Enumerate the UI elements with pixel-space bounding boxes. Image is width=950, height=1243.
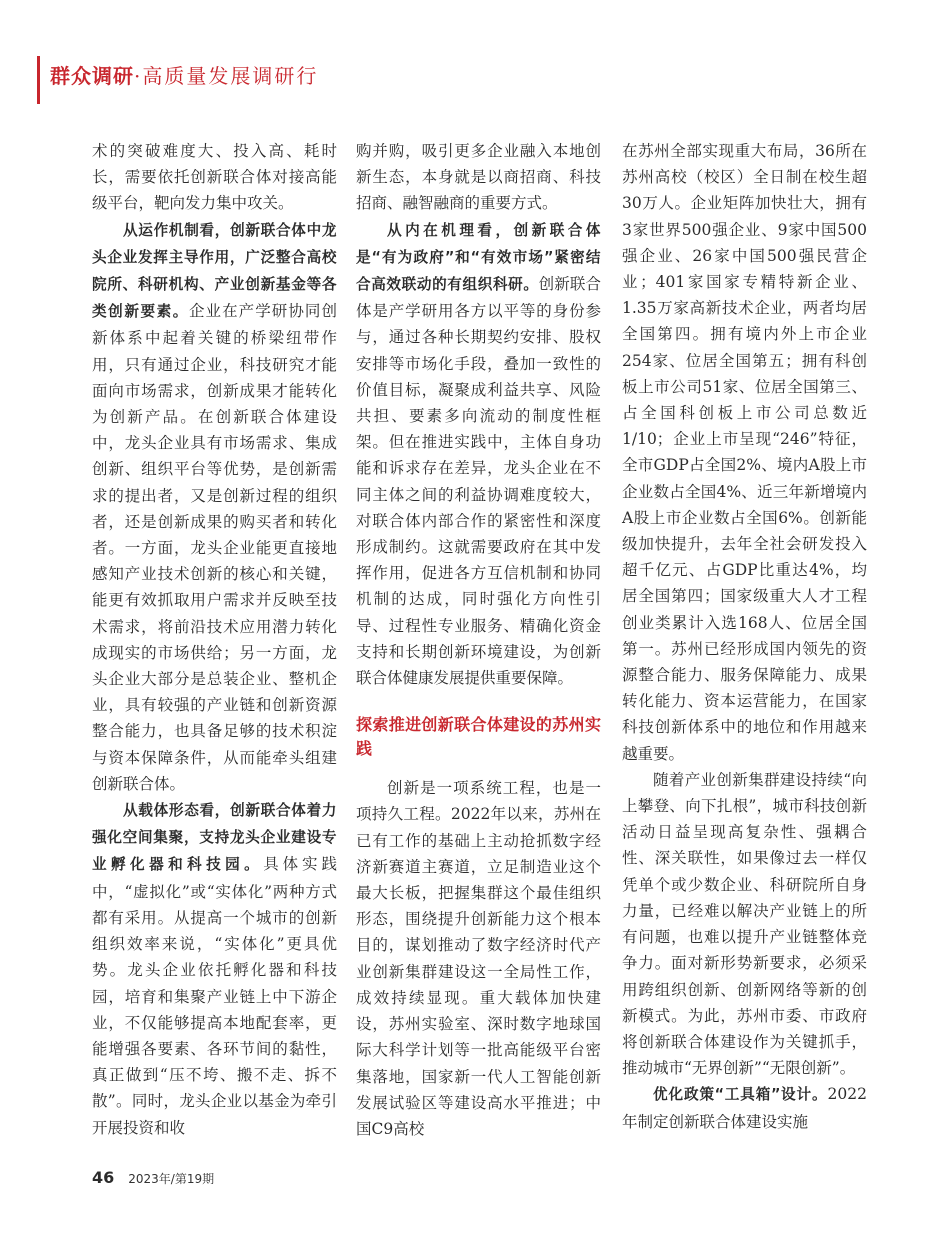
paragraph-lead: 从载体形态看，创新联合体着力强化空间集聚，支持龙头企业建设专业孵化器和科技园。 bbox=[92, 802, 337, 874]
running-header bbox=[50, 62, 318, 90]
column-brand: 群众调研 bbox=[50, 64, 134, 88]
paragraph: 在苏州全部实现重大布局，36所在苏州高校（校区）全日制在校生超30万人。企业矩阵加快壮大，拥有3家世界500强企业、9家中国500强企业、26家中国500强民营企业；401家国家专精特新企业、1.35万家高新技术企业，两者均居全国第四。拥有境内外上市企业254家、位居全国第五；拥有科创板上市公司51家、位居全国第三、占全国科创板上市公司总数近1/10；企业上市呈现“246”特征，全市GDP占全国2%、境内A股上市企业数占全国4%、近三年新增境内A股上市企业数占全国6%。创新能级加快提升，去年全社会研发投入超千亿元、占GDP比重达4%，均居全国第四；国家级重大人才工程创业类累计入选168人、位居全国第一。苏州已经形成国内领先的资源整合能力、服务保障能力、成果转化能力、资本运营能力，在国家科技创新体系中的地位和作用越来越重要。 bbox=[622, 142, 867, 763]
paragraph-lead: 从运作机制看，创新联合体中龙头企业发挥主导作用，广泛整合高校院所、科研机构、产业创新基金等各类创新要素。 bbox=[92, 221, 337, 321]
paragraph: 术的突破难度大、投入高、耗时长，需要依托创新联合体对接高能级平台，靶向发力集中攻关。 bbox=[92, 142, 337, 213]
paragraph-body: 具体实践中，“虚拟化”或“实体化”两种方式都有采用。从提高一个城市的创新组织效率来说，“实体化”更具优势。龙头企业依托孵化器和科技园，培育和集聚产业链上中下游企业，不仅能够提高本地配套率，更能增强各要素、各环节间的黏性，真正做到“压不垮、搬不走、拆不散”。同时，龙头企业以基金为牵引开展投资和收 bbox=[92, 855, 337, 1137]
page-footer bbox=[92, 1168, 214, 1187]
section-heading: 探索推进创新联合体建设的苏州实践 bbox=[356, 715, 601, 759]
paragraph: 随着产业创新集群建设持续“向上攀登、向下扎根”，城市科技创新活动日益呈现高复杂性、强耦合性、深关联性，如果像过去一样仅凭单个或少数企业、科研院所自身力量，已经难以解决产业链上的所有问题，也难以提升产业链整体竞争力。面对新形势新要求，必须采用跨组织创新、创新网络等新的创新模式。为此，苏州市委、市政府将创新联合体建设作为关键抓手，推动城市“无界创新”“无限创新”。 bbox=[622, 770, 867, 1078]
text-column-3 bbox=[622, 138, 867, 1135]
paragraph: 创新是一项系统工程，也是一项持久工程。2022年以来，苏州在已有工作的基础上主动抢抓数字经济新赛道主赛道，立足制造业这个最大长板，把握集群这个最佳组织形态，围绕提升创新能力这个根本目的，谋划推动了数字经济时代产业创新集群建设这一全局性工作，成效持续显现。重大载体加快建设，苏州实验室、深时数字地球国际大科学计划等一批高能级平台密集落地，国家新一代人工智能创新发展试验区等建设高水平推进；中国C9高校 bbox=[356, 779, 601, 1138]
paragraph-lead: 优化政策“工具箱”设计。 bbox=[653, 1086, 828, 1104]
column-subtitle: ·高质量发展调研行 bbox=[134, 64, 319, 88]
page-number: 46 bbox=[92, 1168, 115, 1187]
paragraph: 购并购，吸引更多企业融入本地创新生态，本身就是以商招商、科技招商、融智融商的重要方式。 bbox=[356, 142, 601, 213]
paragraph-body: 2022年制定创新联合体建设实施 bbox=[622, 1085, 867, 1131]
paragraph-lead: 从内在机理看，创新联合体是“有为政府”和“有效市场”紧密结合高效联动的有组织科研。 bbox=[356, 221, 601, 294]
text-column-1 bbox=[92, 138, 337, 1141]
paragraph-body: 创新联合体是产学研用各方以平等的身份参与，通过各种长期契约安排、股权安排等市场化手段，叠加一致性的价值目标，凝聚成利益共享、风险共担、要素多向流动的制度性框架。但在推进实践中，主体自身功能和诉求存在差异，龙头企业在不同主体之间的利益协调难度较大，对联合体内部合作的紧密性和深度形成制约。这就需要政府在其中发挥作用，促进各方互信机制和协同机制的达成，同时强化方向性引导、过程性专业服务、精确化资金支持和长期创新环境建设，为创新联合体健康发展提供重要保障。 bbox=[356, 275, 601, 688]
text-column-2 bbox=[356, 138, 601, 1142]
header-accent-bar bbox=[37, 56, 40, 104]
paragraph bbox=[622, 1081, 867, 1134]
issue-label: 2023年/第19期 bbox=[128, 1172, 215, 1186]
paragraph-body: 企业在产学研协同创新体系中起着关键的桥梁纽带作用，只有通过企业，科技研究才能面向市场需求，创新成果才能转化为创新产品。在创新联合体建设中，龙头企业具有市场需求、集成创新、组织平台等优势，是创新需求的提出者，又是创新过程的组织者，还是创新成果的购买者和转化者。一方面，龙头企业能更直接地感知产业技术创新的核心和关键，能更有效抓取用户需求并反映至技术需求，将前沿技术应用潜力转化成现实的市场供给；另一方面，龙头企业大部分是总装企业、整机企业，具有较强的产业链和创新资源整合能力，也具备足够的技术积淀与资本保障条件，从而能牵头组建创新联合体。 bbox=[92, 302, 337, 793]
paragraph bbox=[92, 797, 337, 1141]
paragraph bbox=[92, 217, 337, 797]
paragraph bbox=[356, 217, 601, 692]
